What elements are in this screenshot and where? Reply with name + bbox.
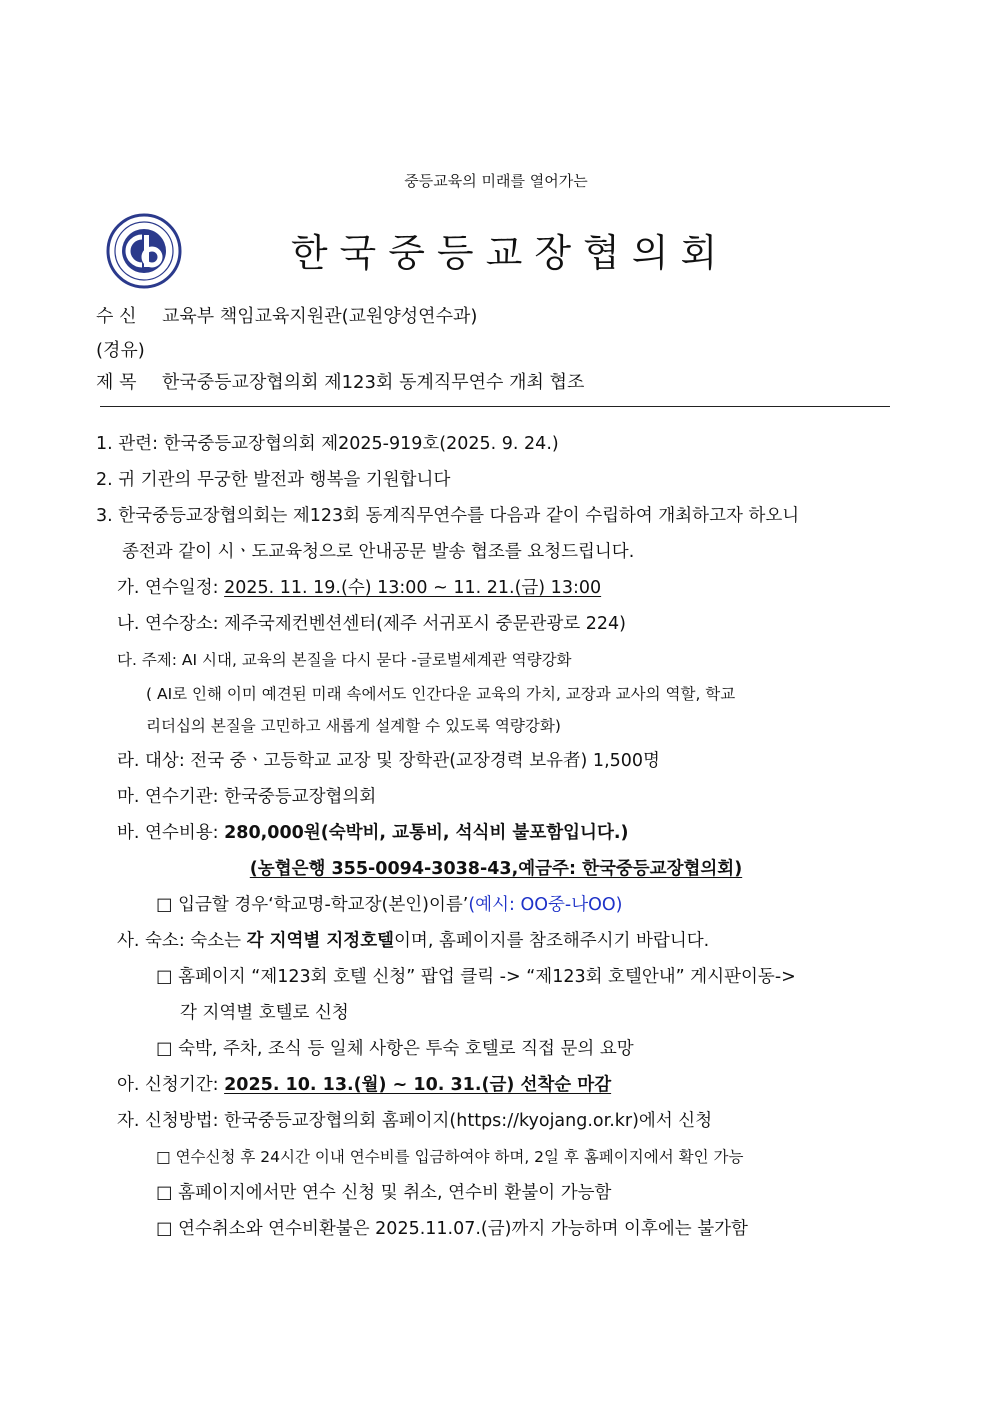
- association-logo: [106, 213, 182, 289]
- item-sa: [117, 927, 709, 952]
- payment-note: [156, 891, 623, 916]
- lodging-note-1-line-1: □ 홈페이지 “제123회 호텔 신청” 팝업 클릭 -> “제123회 호텔안내” 게시판이동->: [156, 967, 796, 987]
- header-divider: [100, 406, 890, 407]
- item-da: 다. 주제: AI 시대, 교육의 본질을 다시 묻다 -글로벌세계관 역량강화: [117, 651, 572, 669]
- subject: 한국중등교장협의회 제123회 동계직무연수 개최 협조: [162, 372, 585, 393]
- item-ba: [117, 819, 629, 844]
- item-1: 1. 관련: 한국중등교장협의회 제2025-919호(2025. 9. 24.): [96, 434, 559, 454]
- lodging-suffix: 이며, 홈페이지를 참조해주시기 바랍니다.: [394, 931, 710, 951]
- period-value: 2025. 10. 13.(월) ~ 10. 31.(금) 선착순 마감: [224, 1075, 612, 1095]
- period-label: 아. 신청기간:: [117, 1075, 225, 1095]
- item-na: 나. 연수장소: 제주국제컨벤션센터(제주 서귀포시 중문관광로 224): [117, 614, 626, 634]
- cost-label: 바. 연수비용:: [117, 823, 225, 843]
- schedule-value: 2025. 11. 19.(수) 13:00 ~ 11. 21.(금) 13:00: [224, 578, 602, 598]
- item-ja: 자. 신청방법: 한국중등교장협의회 홈페이지(https://kyojang.or.kr)에서 신청: [117, 1111, 713, 1131]
- lodging-prefix: 사. 숙소: 숙소는: [117, 931, 247, 951]
- subject-label: 제 목: [96, 372, 137, 393]
- item-3-line-1: 3. 한국중등교장협의회는 제123회 동계직무연수를 다음과 같이 수립하여 개최하고자 하오니: [96, 506, 800, 526]
- item-ma: 마. 연수기관: 한국중등교장협의회: [117, 787, 377, 807]
- topic-desc-1: ( AI로 인해 이미 예견된 미래 속에서도 인간다운 교육의 가치, 교장과 교사의 역할, 학교: [146, 685, 736, 703]
- lodging-note-1-line-2: 각 지역별 호텔로 신청: [180, 1003, 349, 1023]
- item-ga: [117, 574, 601, 599]
- method-note-1: □ 연수신청 후 24시간 이내 연수비를 입금하여야 하며, 2일 후 홈페이지에서 확인 가능: [156, 1148, 744, 1166]
- bank-account: (농협은행 355-0094-3038-43,예금주: 한국중등교장협의회): [249, 859, 743, 879]
- recipient: 교육부 책임교육지원관(교원양성연수과): [162, 306, 478, 327]
- item-a: [117, 1071, 611, 1096]
- organization-name: 한국중등교장협의회: [290, 231, 730, 275]
- item-3-line-2: 종전과 같이 시ㆍ도교육청으로 안내공문 발송 협조를 요청드립니다.: [122, 542, 635, 562]
- lodging-bold: 각 지역별 지정호텔: [246, 931, 395, 951]
- method-note-3: □ 연수취소와 연수비환불은 2025.11.07.(금)까지 가능하며 이후에는 불가함: [156, 1219, 748, 1239]
- item-ra: 라. 대상: 전국 중ㆍ고등학교 교장 및 장학관(교장경력 보유者) 1,500명: [117, 751, 660, 771]
- payment-example: (예시: OO중-나OO): [468, 895, 623, 915]
- lodging-note-2: □ 숙박, 주차, 조식 등 일체 사항은 투숙 호텔로 직접 문의 요망: [156, 1039, 634, 1059]
- topic-desc-2: 리더십의 본질을 고민하고 새롭게 설계할 수 있도록 역량강화): [146, 717, 561, 735]
- method-note-2: □ 홈페이지에서만 연수 신청 및 취소, 연수비 환불이 가능함: [156, 1183, 612, 1203]
- item-2: 2. 귀 기관의 무궁한 발전과 행복을 기원합니다: [96, 470, 451, 490]
- payment-note-text: □ 입금할 경우‘학교명-학교장(본인)이름’: [156, 895, 469, 915]
- cost-value: 280,000원(숙박비, 교통비, 석식비 불포함입니다.): [224, 823, 629, 843]
- recipient-row: [96, 302, 477, 328]
- recipient-label: 수 신: [96, 306, 137, 327]
- subject-row: [96, 368, 584, 394]
- slogan: 중등교육의 미래를 열어가는: [404, 172, 588, 190]
- schedule-label: 가. 연수일정:: [117, 578, 225, 598]
- via: (경유): [96, 340, 145, 361]
